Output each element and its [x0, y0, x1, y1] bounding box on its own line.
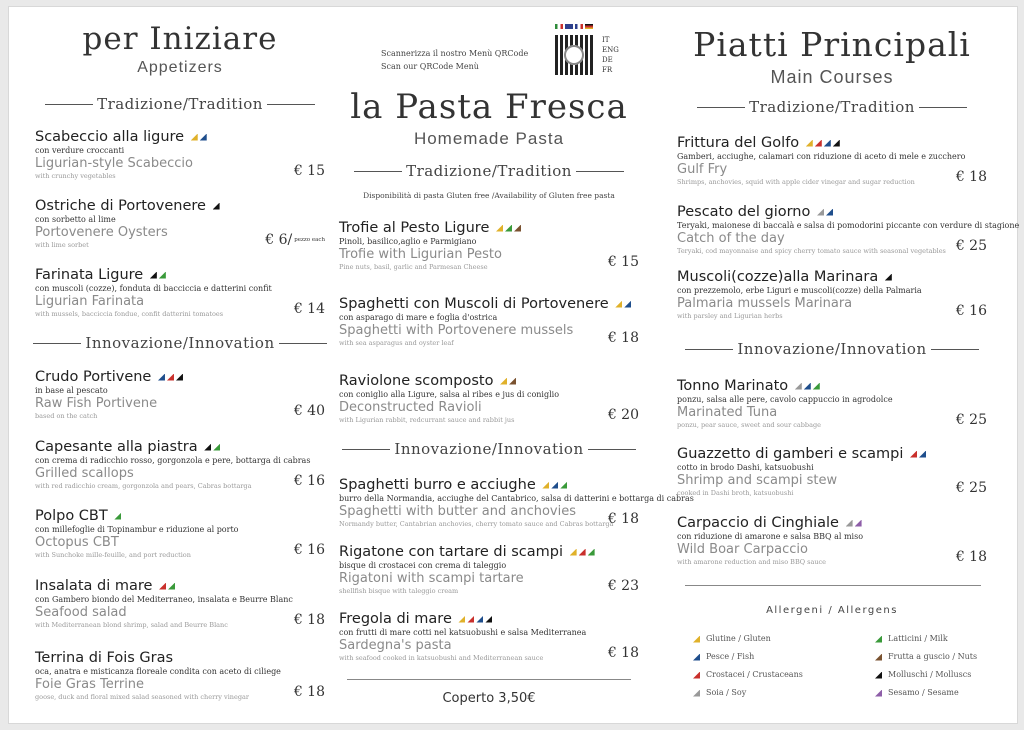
- dish-price: € 25: [955, 412, 987, 428]
- dish-price: € 16: [955, 303, 987, 319]
- menu-item: [35, 369, 325, 421]
- allergen-icon: [159, 272, 166, 279]
- menu-item: [35, 578, 325, 630]
- menu-page: [8, 6, 1018, 724]
- menu-item: [339, 611, 639, 663]
- dish-description: con Gambero biondo del Mediterraneo, insalata e Beurre Blanc: [35, 595, 293, 604]
- allergen-icon: [500, 378, 507, 385]
- dish-description: cotto in brodo Dashi, katsuobushi: [677, 463, 814, 472]
- dish-description-english: with parsley and Ligurian herbs: [677, 312, 783, 320]
- dish-name: Farinata Ligure: [35, 267, 325, 284]
- dish-name-english: Marinated Tuna: [677, 405, 778, 420]
- dish-price: € 18: [293, 612, 325, 628]
- dish-name: Spaghetti con Muscoli di Portovenere: [339, 296, 639, 313]
- legend-entry: Pesce / Fish: [693, 652, 754, 661]
- allergen-icon: [875, 654, 882, 661]
- dish-name: Pescato del giorno: [677, 204, 987, 221]
- dish-description: con verdure croccanti: [35, 146, 125, 155]
- dish-name-english: Catch of the day: [677, 231, 785, 246]
- dish-price: € 14: [293, 301, 325, 317]
- allergen-icon: [824, 140, 831, 147]
- divider: [347, 679, 631, 680]
- dish-price: € 6/ pezzo each: [265, 232, 325, 248]
- dish-price: € 16: [293, 473, 325, 489]
- allergen-icon: [200, 134, 207, 141]
- legend-entry: Sesamo / Sesame: [875, 688, 959, 697]
- allergen-icon: [693, 672, 700, 679]
- allergen-icon: [624, 301, 631, 308]
- main-courses-subtitle: Main Courses: [770, 67, 894, 87]
- dish-name-english: Palmaria mussels Marinara: [677, 296, 853, 311]
- dish-price: € 18: [607, 511, 639, 527]
- dish-description: con frutti di mare cotti nel katsuobushi e salsa Mediterranea: [339, 628, 587, 637]
- allergen-icon: [833, 140, 840, 147]
- allergen-icon: [919, 451, 926, 458]
- dish-description-english: cooked in Dashi broth, katsuobushi: [677, 489, 794, 497]
- allergen-icon: [509, 378, 516, 385]
- allergen-icon: [167, 374, 174, 381]
- allergen-icon: [467, 616, 474, 623]
- dish-name: Crudo Portivene: [35, 369, 325, 386]
- qr-caption: Scannerizza il nostro Menù QRCode Scan our QRCode Menù: [381, 49, 529, 71]
- dish-price: € 18: [607, 330, 639, 346]
- dish-name: Carpaccio di Cinghiale: [677, 515, 987, 532]
- section-heading-tradition: Tradizione/Tradition: [339, 162, 639, 180]
- dish-name-english: Foie Gras Terrine: [35, 677, 145, 692]
- menu-item: [677, 135, 987, 187]
- dish-name: Trofie al Pesto Ligure: [339, 220, 639, 237]
- menu-item: [339, 296, 639, 348]
- dish-description: con prezzemolo, erbe Liguri e muscoli(cozze) della Palmaria: [677, 286, 922, 295]
- legend-entry: Glutine / Gluten: [693, 634, 771, 643]
- menu-item: [677, 515, 987, 567]
- dish-name: Scabeccio alla ligure: [35, 129, 325, 146]
- dish-name: Tonno Marinato: [677, 378, 987, 395]
- allergen-icon: [213, 203, 220, 210]
- allergen-icon: [885, 274, 892, 281]
- dish-description-english: with mussels, bacciccia fondue, confit datterini tomatoes: [35, 310, 224, 318]
- legend-entry: Crostacei / Crustaceans: [693, 670, 803, 679]
- allergen-icon: [560, 482, 567, 489]
- dish-description-english: with Ligurian rabbit, redcurrant sauce and rabbit jus: [339, 416, 515, 424]
- allergen-icon: [114, 513, 121, 520]
- menu-item: [35, 198, 325, 250]
- dish-description: oca, anatra e misticanza floreale condita con aceto di ciliege: [35, 667, 281, 676]
- dish-name-english: Spaghetti with butter and anchovies: [339, 504, 576, 519]
- dish-price: € 20: [607, 407, 639, 423]
- dish-description-english: with red radicchio cream, gorgonzola and pears, Cabras bottarga: [35, 482, 252, 490]
- dish-description-english: Teryaki, cod mayonnaise and spicy cherry tomato sauce with seasonal vegetables: [677, 247, 946, 255]
- allergen-icon: [817, 209, 824, 216]
- cover-charge: Coperto 3,50€: [442, 691, 536, 706]
- dish-description: con coniglio alla Ligure, salsa al ribes e jus di coniglio: [339, 390, 560, 399]
- dish-description-english: with amarone reduction and miso BBQ sauce: [677, 558, 827, 566]
- allergen-icon: [875, 690, 882, 697]
- allergen-icon: [693, 654, 700, 661]
- section-heading-innovation: Innovazione/Innovation: [35, 334, 325, 352]
- menu-item: [339, 477, 694, 529]
- dish-description: con sorbetto al lime: [35, 215, 116, 224]
- divider: [685, 585, 981, 586]
- dish-description-english: based on the catch: [35, 412, 98, 420]
- allergen-icon: [542, 482, 549, 489]
- menu-item: [677, 378, 987, 430]
- allergen-icon: [176, 374, 183, 381]
- dish-price: € 25: [955, 480, 987, 496]
- allergen-icon: [158, 374, 165, 381]
- dish-description: Gamberi, acciughe, calamari con riduzione di aceto di mele e zucchero: [677, 152, 966, 161]
- allergen-icon: [505, 225, 512, 232]
- dish-name: Muscoli(cozze)alla Marinara: [677, 269, 987, 286]
- appetizers-title: per Iniziare: [82, 21, 278, 57]
- allergen-icon: [485, 616, 492, 623]
- allergen-icon: [875, 636, 882, 643]
- allergen-icon: [551, 482, 558, 489]
- allergen-icon: [693, 690, 700, 697]
- dish-description: con millefoglie di Topinambur e riduzione al porto: [35, 525, 239, 534]
- allergen-icon: [159, 583, 166, 590]
- dish-name: Guazzetto di gamberi e scampi: [677, 446, 987, 463]
- appetizers-column: [35, 7, 325, 723]
- dish-name-english: Shrimp and scampi stew: [677, 473, 838, 488]
- dish-price: € 18: [955, 169, 987, 185]
- gluten-free-note: Disponibilità di pasta Gluten free /Availability of Gluten free pasta: [363, 191, 615, 200]
- dish-name-english: Wild Boar Carpaccio: [677, 542, 808, 557]
- dish-name: Terrina di Fois Gras: [35, 650, 174, 666]
- allergen-icon: [191, 134, 198, 141]
- dish-name-english: Ligurian Farinata: [35, 294, 145, 309]
- dish-description-english: Normandy butter, Cantabrian anchovies, cherry tomato sauce and Cabras bottarga: [339, 520, 614, 528]
- dish-description: bisque di crostacei con crema di taleggio: [339, 561, 507, 570]
- dish-name: Frittura del Golfo: [677, 135, 987, 152]
- dish-description-english: with sea asparagus and oyster leaf: [339, 339, 454, 347]
- dish-name: Ostriche di Portovenere: [35, 198, 325, 215]
- dish-description-english: with Mediterranean blond shrimp, salad and Beurre Blanc: [35, 621, 228, 629]
- dish-description: ponzu, salsa alle pere, cavolo cappuccio in agrodolce: [677, 395, 893, 404]
- dish-description-english: with Sunchoke mille-feuille, and port reduction: [35, 551, 191, 559]
- menu-item: [339, 220, 639, 272]
- dish-name-english: Trofie with Ligurian Pesto: [339, 247, 502, 262]
- dish-price: € 18: [955, 549, 987, 565]
- allergen-icon: [168, 583, 175, 590]
- menu-item: [339, 373, 639, 425]
- dish-name-english: Raw Fish Portivene: [35, 396, 158, 411]
- allergens-legend-title: Allergeni / Allergens: [766, 605, 898, 616]
- menu-item: [35, 129, 325, 181]
- pasta-column: [339, 7, 694, 723]
- dish-description: Pinoli, basilico,aglio e Parmigiano: [339, 237, 477, 246]
- allergen-icon: [213, 444, 220, 451]
- menu-item: [677, 269, 987, 321]
- appetizers-subtitle: Appetizers: [137, 59, 223, 76]
- menu-item: [35, 439, 325, 491]
- dish-description-english: with seafood cooked in katsuobushi and Mediterranean sauce: [339, 654, 544, 662]
- dish-name-english: Seafood salad: [35, 605, 127, 620]
- section-heading-innovation: Innovazione/Innovation: [677, 340, 987, 358]
- dish-name-english: Spaghetti with Portovenere mussels: [339, 323, 574, 338]
- dish-description: con muscoli (cozze), fonduta di bacciccia e datterini confit: [35, 284, 272, 293]
- allergen-icon: [476, 616, 483, 623]
- legend-entry: Soia / Soy: [693, 688, 746, 697]
- qr-languages: IT ENG DE FR: [602, 36, 619, 74]
- allergen-icon: [458, 616, 465, 623]
- allergen-icon: [514, 225, 521, 232]
- allergen-icon: [615, 301, 622, 308]
- dish-name: Raviolone scomposto: [339, 373, 639, 390]
- dish-description: Teryaki, maionese di baccalà e salsa di pomodorini piccante con verdure di stagione: [677, 221, 1020, 230]
- dish-name: Insalata di mare: [35, 578, 325, 595]
- menu-item: [35, 650, 325, 702]
- pasta-title: la Pasta Fresca: [350, 87, 628, 127]
- allergen-icon: [875, 672, 882, 679]
- dish-name: Capesante alla piastra: [35, 439, 325, 456]
- dish-description: con crema di radicchio rosso, gorgonzola e pere, bottarga di cabras: [35, 456, 311, 465]
- dish-description: con asparago di mare e foglia d'ostrica: [339, 313, 498, 322]
- dish-name: Fregola di mare: [339, 611, 639, 628]
- dish-description-english: Shrimps, anchovies, squid with apple cider vinegar and sugar reduction: [677, 178, 915, 186]
- menu-item: [339, 544, 639, 596]
- dish-name-english: Rigatoni with scampi tartare: [339, 571, 524, 586]
- allergen-icon: [815, 140, 822, 147]
- allergen-icon: [910, 451, 917, 458]
- legend-entry: Frutta a guscio / Nuts: [875, 652, 977, 661]
- allergen-icon: [579, 549, 586, 556]
- dish-name: Rigatone con tartare di scampi: [339, 544, 639, 561]
- allergen-icon: [846, 520, 853, 527]
- allergen-icon: [588, 549, 595, 556]
- allergen-icon: [150, 272, 157, 279]
- menu-item: [677, 446, 987, 498]
- dish-name-english: Octopus CBT: [35, 535, 119, 550]
- section-heading-tradition: Tradizione/Tradition: [35, 95, 325, 113]
- dish-name-english: Grilled scallops: [35, 466, 134, 481]
- menu-item: [677, 204, 1020, 256]
- main-courses-column: [677, 7, 1020, 723]
- dish-name-english: Deconstructed Ravioli: [339, 400, 482, 415]
- section-heading-innovation: Innovazione/Innovation: [339, 440, 639, 458]
- dish-name-english: Portovenere Oysters: [35, 225, 168, 240]
- allergen-icon: [570, 549, 577, 556]
- dish-name-english: Gulf Fry: [677, 162, 728, 177]
- dish-price: € 15: [607, 254, 639, 270]
- allergen-icon: [826, 209, 833, 216]
- dish-price: € 40: [293, 403, 325, 419]
- dish-description: con riduzione di amarone e salsa BBQ al miso: [677, 532, 864, 541]
- dish-price: € 16: [293, 542, 325, 558]
- legend-entry: Latticini / Milk: [875, 634, 948, 643]
- dish-price: € 18: [607, 645, 639, 661]
- dish-name: Spaghetti burro e acciughe: [339, 477, 639, 494]
- dish-description-english: shellfish bisque with taleggio cream: [339, 587, 459, 595]
- dish-description-english: ponzu, pear sauce, sweet and sour cabbage: [677, 421, 821, 429]
- legend-entry: Molluschi / Molluscs: [875, 670, 971, 679]
- allergen-icon: [693, 636, 700, 643]
- allergen-icon: [806, 140, 813, 147]
- allergen-icon: [804, 383, 811, 390]
- allergen-icon: [855, 520, 862, 527]
- menu-item: [35, 508, 325, 560]
- dish-description-english: Pine nuts, basil, garlic and Parmesan Cheese: [339, 263, 488, 271]
- allergen-icon: [496, 225, 503, 232]
- section-heading-tradition: Tradizione/Tradition: [677, 98, 987, 116]
- allergen-icon: [795, 383, 802, 390]
- dish-description-english: goose, duck and floral mixed salad seasoned with cherry vinegar: [35, 693, 249, 701]
- main-courses-title: Piatti Principali: [693, 25, 971, 64]
- dish-name-english: Ligurian-style Scabeccio: [35, 156, 193, 171]
- dish-name: Polpo CBT: [35, 508, 325, 525]
- dish-description: burro della Normandia, acciughe del Cantabrico, salsa di datterini e bottarga di cabras: [339, 494, 694, 503]
- dish-description: in base al pescato: [35, 386, 108, 395]
- allergen-icon: [204, 444, 211, 451]
- dish-price: € 23: [607, 578, 639, 594]
- dish-price: € 25: [955, 238, 987, 254]
- dish-name-english: Sardegna's pasta: [339, 638, 452, 653]
- dish-price: € 18: [293, 684, 325, 700]
- dish-description-english: with crunchy vegetables: [35, 172, 116, 180]
- pasta-subtitle: Homemade Pasta: [413, 129, 565, 148]
- dish-price: € 15: [293, 163, 325, 179]
- menu-item: [35, 267, 325, 319]
- allergen-icon: [813, 383, 820, 390]
- dish-description-english: with lime sorbet: [35, 241, 89, 249]
